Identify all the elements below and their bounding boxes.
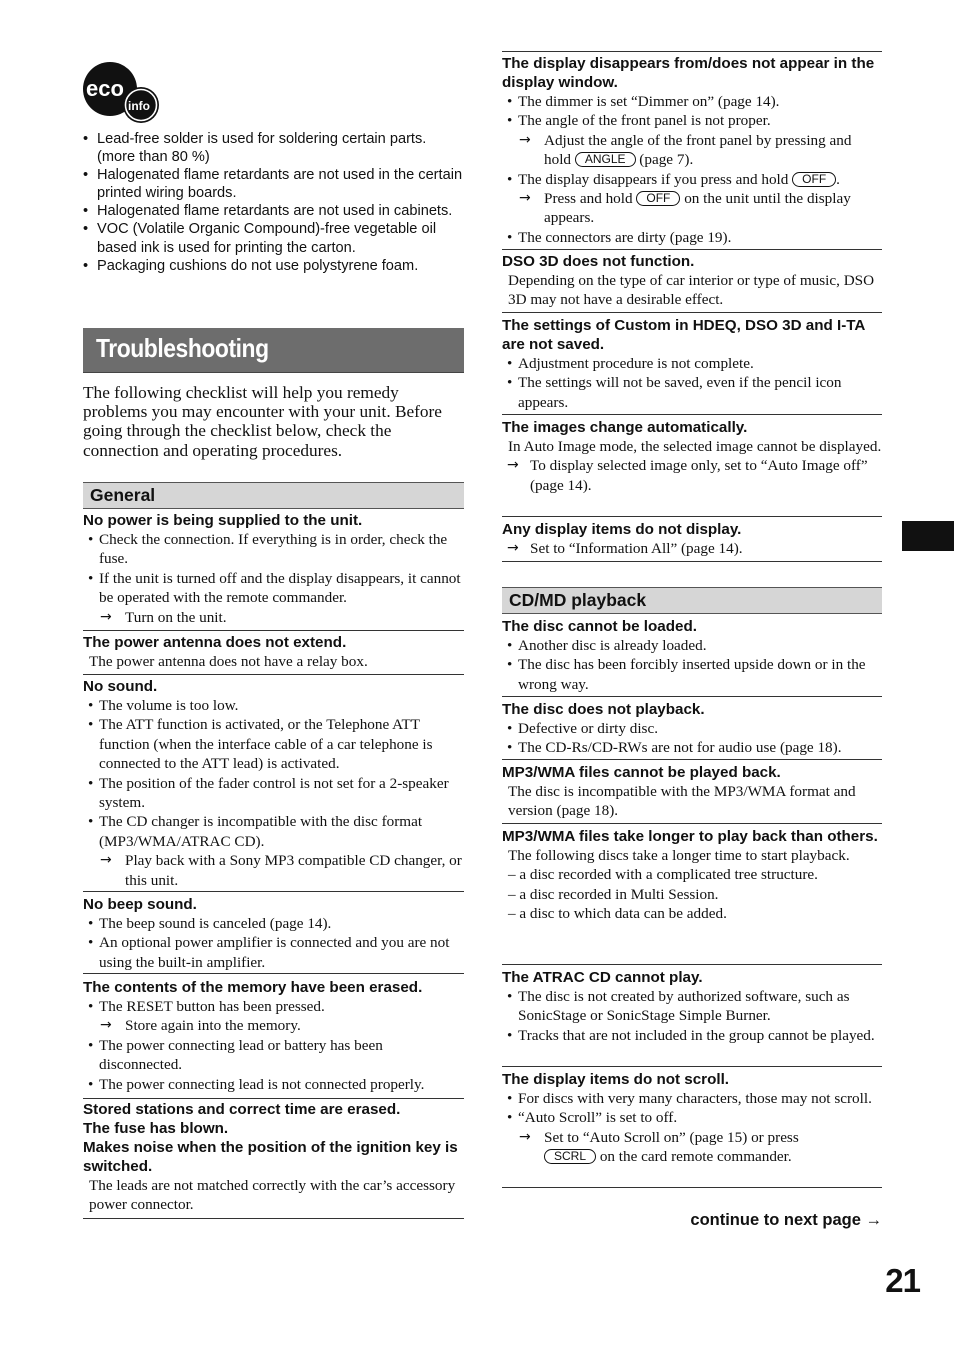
question: No power is being supplied to the unit. — [83, 512, 363, 529]
answer-text: The disc is incompatible with the MP3/WMA format and version (page 18). — [508, 783, 856, 820]
answer-text: In Auto Image mode, the selected image cannot be displayed. — [508, 438, 882, 455]
eco-info-logo — [83, 60, 161, 126]
answer-text: Adjust the angle of the front panel by pressing and hold — [544, 131, 852, 169]
eco-list — [83, 130, 464, 275]
answer-text: The display disappears if you press and hold — [518, 170, 789, 188]
troubleshooting-intro: The following checklist will help you remedy problems you may encounter with your unit. Before going through the checklist below, check the connection and operating procedures. — [83, 383, 442, 460]
faq-no-sound — [83, 677, 464, 892]
answer-bullet: • The disc is not created by authorized software, such as SonicStage or SonicStage Simple Burner. — [502, 987, 882, 1026]
continue-to-next-page: continue to next page → — [690, 1211, 882, 1229]
answer-bullet: • “Auto Scroll” is set to off. — [502, 1108, 882, 1127]
answer-bullet: • Defective or dirty disc. — [502, 719, 882, 738]
answer-bullet: • For discs with very many characters, those may not scroll. — [502, 1089, 882, 1108]
answer-text: Press and hold — [544, 190, 633, 208]
eco-item: • Lead-free solder is used for soldering certain parts. (more than 80 %) — [83, 130, 464, 166]
faq-display-items — [502, 520, 882, 562]
cdmd-section-title: CD/MD playback — [509, 590, 647, 610]
answer-bullet — [502, 170, 882, 189]
general-section-title: General — [90, 485, 156, 505]
off-key: OFF — [636, 191, 680, 206]
faq-mp3-cannot-play — [502, 763, 882, 824]
eco-logo-sub: info — [128, 99, 150, 113]
page-number: 21 — [885, 1262, 920, 1299]
faq-stations-erased — [83, 1100, 464, 1219]
answer-text: on the unit until the display appears. — [544, 190, 851, 227]
question: The power antenna does not extend. — [83, 634, 347, 651]
general-section-header — [83, 482, 464, 509]
section-tab-marker — [902, 521, 954, 551]
question: The contents of the memory have been erased. — [83, 979, 423, 996]
faq-power-antenna — [83, 633, 464, 675]
answer-bullet: • Another disc is already loaded. — [502, 636, 882, 655]
answer-text: (page 7). — [639, 151, 694, 169]
answer-bullet: • An optional power amplifier is connected and you are not using the built-in amplifier. — [83, 933, 464, 972]
faq-disc-no-playback — [502, 700, 882, 760]
answer-text: . — [836, 170, 840, 188]
angle-key: ANGLE — [575, 152, 636, 167]
faq-mp3-slow — [502, 827, 882, 965]
answer-bullet: • The CD changer is incompatible with the disc format (MP3/WMA/ATRAC CD). — [83, 812, 464, 851]
question: The display items do not scroll. — [502, 1071, 730, 1088]
faq-dso3d — [502, 252, 882, 313]
question: DSO 3D does not function. — [502, 253, 695, 270]
question: Any display items do not display. — [502, 521, 742, 538]
question: No sound. — [83, 678, 158, 695]
answer-text: The power antenna does not have a relay box. — [89, 653, 368, 670]
eco-item: • Halogenated flame retardants are not used in the certain printed wiring boards. — [83, 166, 464, 202]
scrl-key: SCRL — [544, 1149, 596, 1164]
answer-bullet: • The power connecting lead or battery has been disconnected. — [83, 1036, 464, 1075]
question: The images change automatically. — [502, 419, 748, 436]
answer-bullet: • If the unit is turned off and the display disappears, it cannot be operated with the remote commander. — [83, 569, 464, 608]
troubleshooting-header — [83, 328, 464, 373]
question: Stored stations and correct time are erased. — [83, 1101, 401, 1118]
eco-item: • Halogenated flame retardants are not used in cabinets. — [83, 202, 464, 220]
eco-item: • Packaging cushions do not use polystyrene foam. — [83, 257, 464, 275]
off-key: OFF — [792, 172, 836, 187]
cdmd-section-header — [502, 587, 882, 614]
question: No beep sound. — [83, 896, 197, 913]
answer-arrow — [502, 1128, 882, 1167]
answer-bullet: • The power connecting lead is not connected properly. — [83, 1075, 464, 1094]
answer-bullet: • The settings will not be saved, even if the pencil icon appears. — [502, 373, 882, 412]
question: The ATRAC CD cannot play. — [502, 969, 703, 986]
answer-bullet: • The angle of the front panel is not proper. — [502, 111, 882, 130]
question: The fuse has blown. — [83, 1120, 229, 1137]
faq-no-beep — [83, 895, 464, 974]
answer-bullet: • Adjustment procedure is not complete. — [502, 354, 882, 373]
faq-no-scroll — [502, 1070, 882, 1188]
answer-text: The following discs take a longer time to start playback. — [508, 847, 850, 864]
answer-text: Depending on the type of car interior or type of music, DSO 3D may not have a desirable effect. — [508, 272, 875, 309]
question: The disc cannot be loaded. — [502, 618, 697, 635]
answer-text: The leads are not matched correctly with the car’s accessory power connector. — [89, 1177, 456, 1214]
answer-bullet: • The CD-Rs/CD-RWs are not for audio use (page 18). — [502, 738, 882, 757]
answer-text: Set to “Auto Scroll on” (page 15) or press — [544, 1128, 799, 1146]
answer-arrow: → Store again into the memory. — [83, 1016, 464, 1035]
faq-memory-erased — [83, 978, 464, 1099]
faq-images-change — [502, 418, 882, 517]
answer-bullet: • The beep sound is canceled (page 14). — [83, 914, 464, 933]
question: MP3/WMA files take longer to play back than others. — [502, 828, 878, 845]
answer-dash: – a disc recorded in Multi Session. — [508, 885, 719, 903]
faq-no-power — [83, 511, 464, 631]
answer-bullet: • The RESET button has been pressed. — [83, 997, 464, 1016]
question: Makes noise when the position of the ignition key is switched. — [83, 1139, 458, 1175]
answer-arrow: → Turn on the unit. — [83, 608, 464, 627]
answer-text: on the card remote commander. — [599, 1148, 792, 1166]
question: The display disappears from/does not appear in the display window. — [502, 55, 875, 91]
answer-bullet: • The dimmer is set “Dimmer on” (page 14). — [502, 92, 882, 111]
answer-bullet: • The connectors are dirty (page 19). — [502, 228, 882, 247]
answer-bullet: • The volume is too low. — [83, 696, 464, 715]
eco-logo-word: eco — [86, 76, 124, 101]
answer-bullet: • Tracks that are not included in the group cannot be played. — [502, 1026, 882, 1045]
answer-dash: – a disc recorded with a complicated tree structure. — [508, 866, 818, 884]
question: MP3/WMA files cannot be played back. — [502, 764, 781, 781]
troubleshooting-title: Troubleshooting — [96, 333, 269, 363]
answer-bullet: • The ATT function is activated, or the Telephone ATT function (when the interface cable of a car telephone is connected to the ATT lead) is activated. — [83, 715, 464, 773]
faq-display-disappears — [502, 51, 882, 250]
answer-arrow: → To display selected image only, set to “Auto Image off” (page 14). — [502, 456, 882, 495]
faq-atrac-cannot-play — [502, 968, 882, 1067]
answer-arrow: → Play back with a Sony MP3 compatible CD changer, or this unit. — [83, 851, 464, 890]
answer-bullet: • The position of the fader control is not set for a 2-speaker system. — [83, 774, 464, 813]
faq-custom-settings — [502, 316, 882, 415]
eco-item: • VOC (Volatile Organic Compound)-free vegetable oil based ink is used for printing the carton. — [83, 220, 464, 256]
answer-bullet: • The disc has been forcibly inserted upside down or in the wrong way. — [502, 655, 882, 694]
answer-arrow: → Set to “Information All” (page 14). — [502, 539, 882, 558]
answer-arrow — [502, 189, 882, 228]
question: The settings of Custom in HDEQ, DSO 3D and I-TA are not saved. — [502, 317, 865, 353]
answer-dash: – a disc to which data can be added. — [508, 905, 727, 923]
question: The disc does not playback. — [502, 701, 705, 718]
faq-disc-cannot-load — [502, 617, 882, 697]
answer-bullet: • Check the connection. If everything is in order, check the fuse. — [83, 530, 464, 569]
answer-arrow — [502, 131, 882, 170]
